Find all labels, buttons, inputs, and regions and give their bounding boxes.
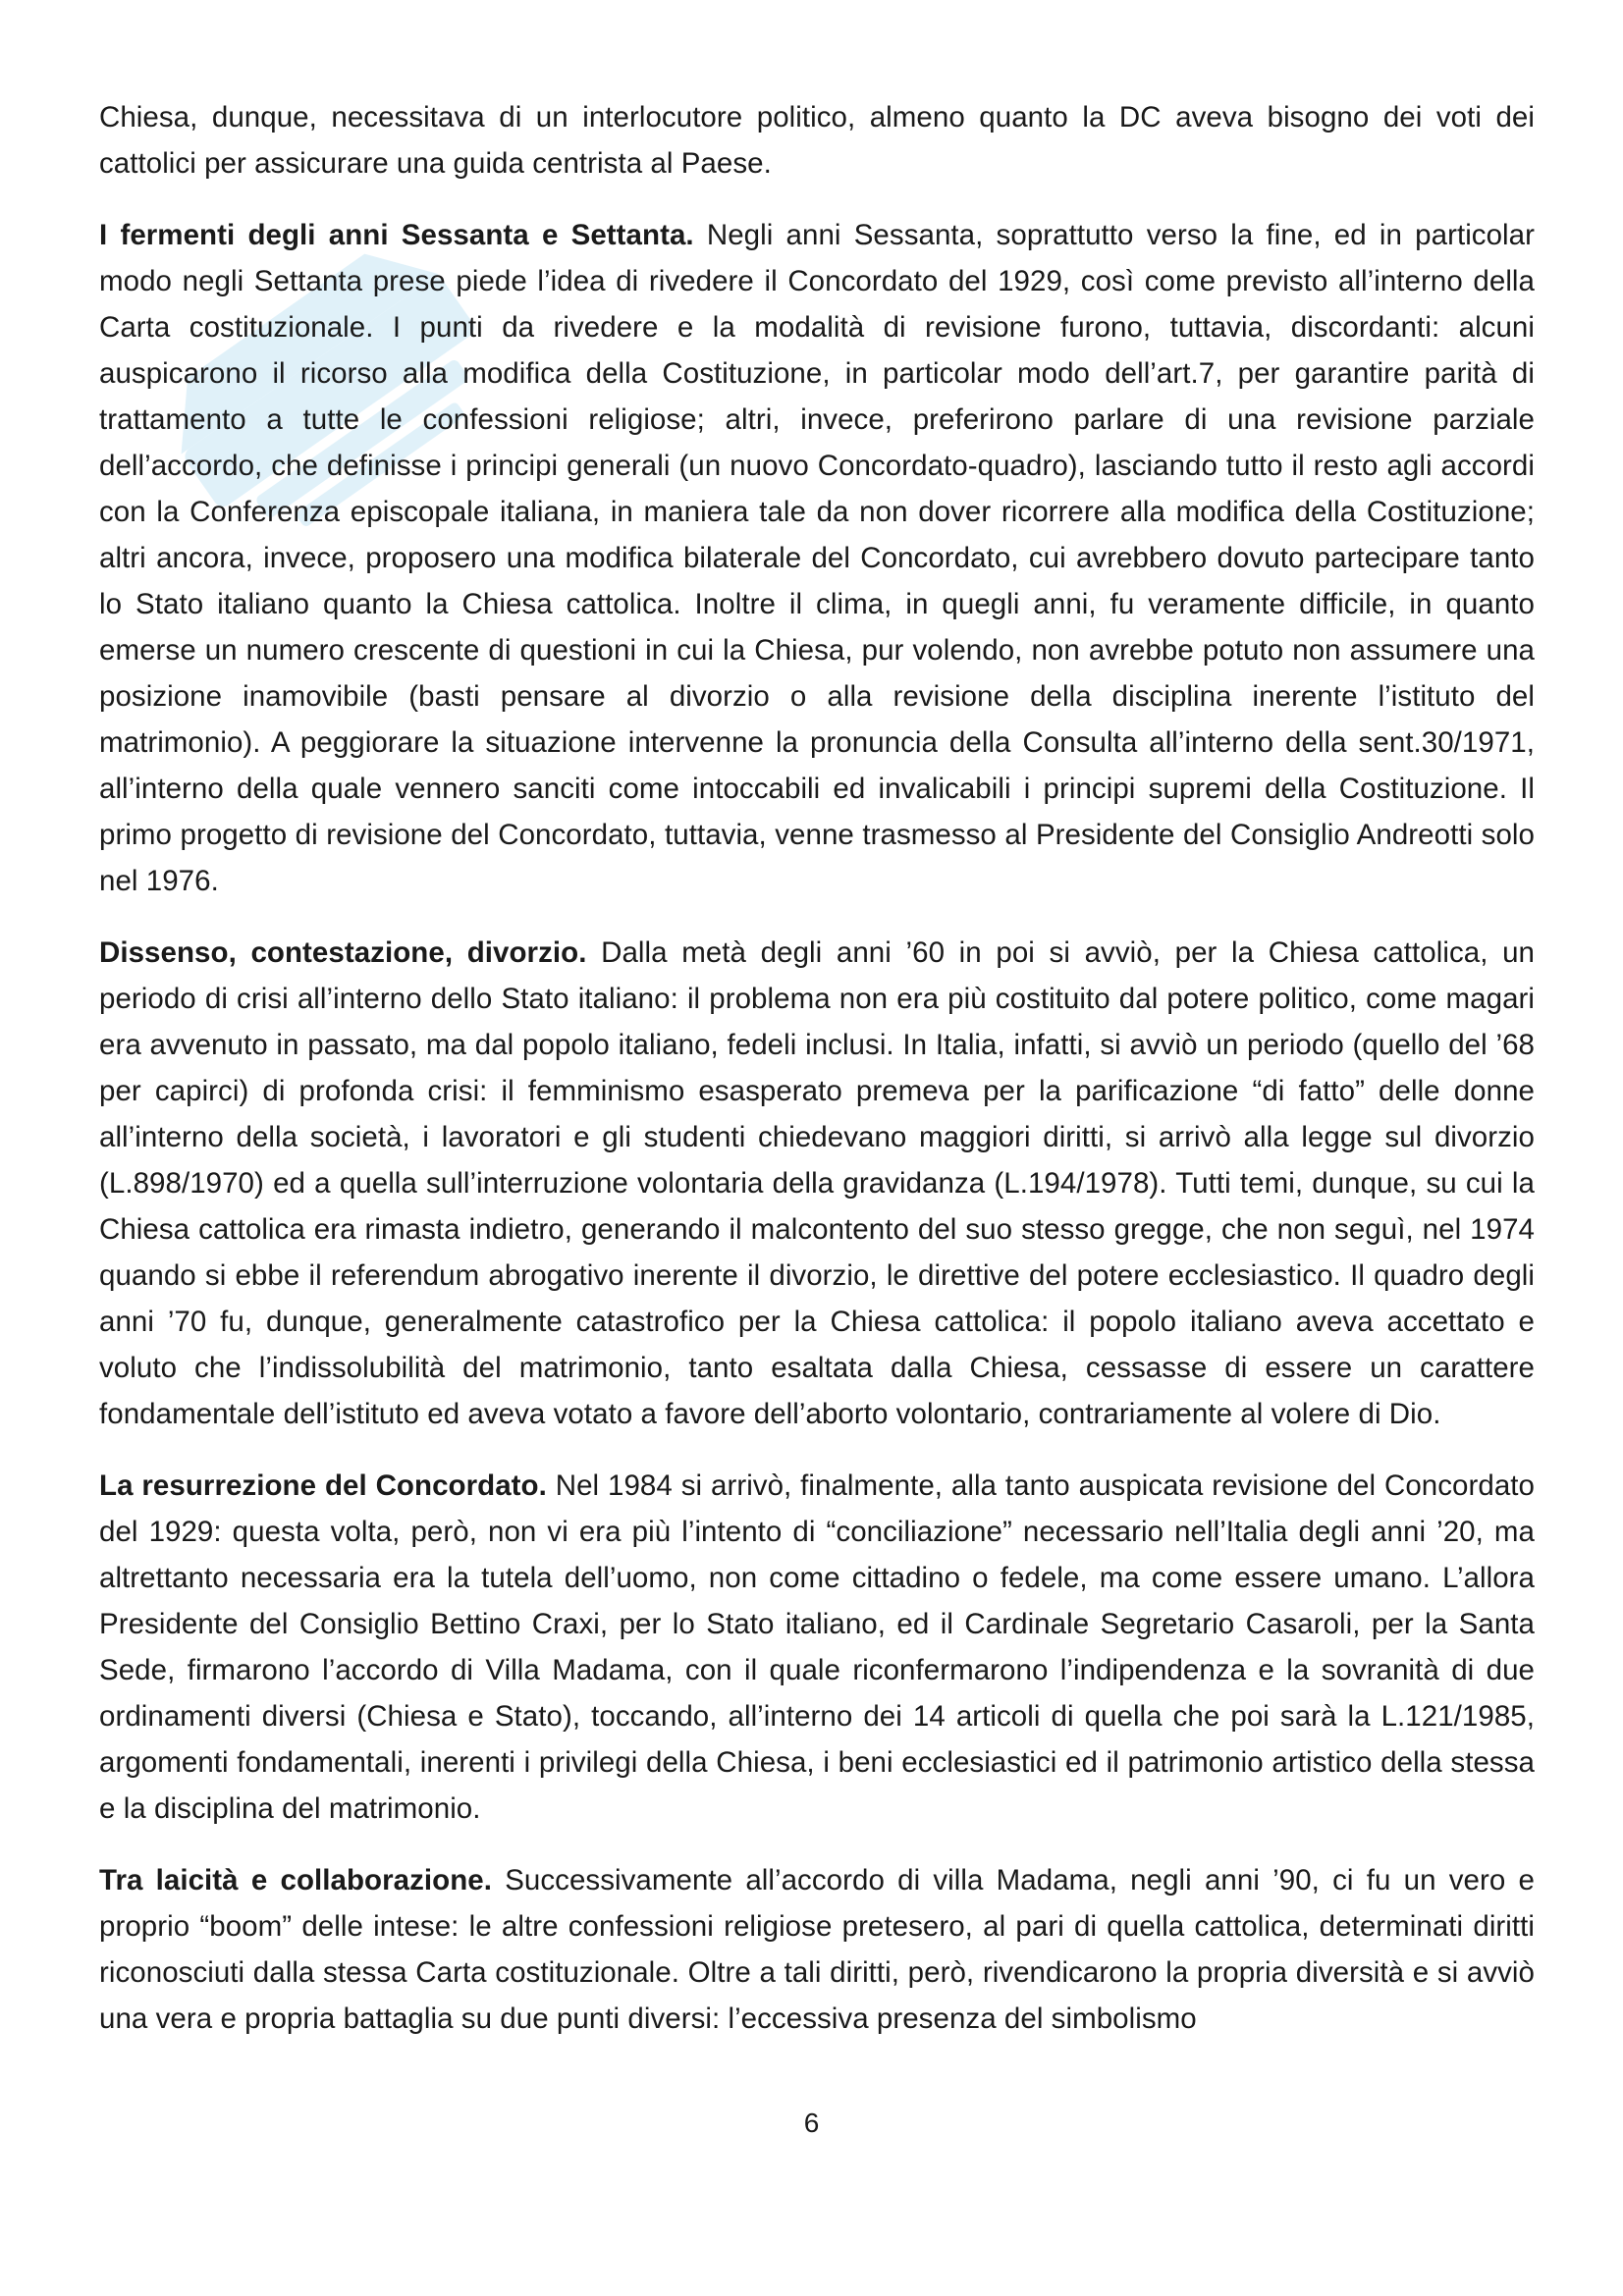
- paragraph-intro: [99, 94, 1535, 187]
- paragraph-body: Dalla metà degli anni ’60 in poi si avviò, per la Chiesa cattolica, un periodo di crisi all’interno dello Stato italiano: il problema non era più costituito dal potere politico, come magari era avvenuto in passato, ma dal popolo italiano, fedeli inclusi. In Italia, infatti, si avviò un periodo (quello del ’68 per capirci) di profonda crisi: il femminismo esasperato premeva per la parificazione “di fatto” delle donne all’interno della società, i lavoratori e gli studenti chiedevano maggiori diritti, si arrivò alla legge sul divorzio (L.898/1970) ed a quella sull’interruzione volontaria della gravidanza (L.194/1978). Tutti temi, dunque, su cui la Chiesa cattolica era rimasta indietro, generando il malcontento del suo stesso gregge, che non seguì, nel 1974 quando si ebbe il referendum abrogativo inerente il divorzio, le direttive del potere ecclesiastico. Il quadro degli anni ’70 fu, dunque, generalmente catastrofico per la Chiesa cattolica: il popolo italiano aveva accettato e voluto che l’indissolubilità del matrimonio, tanto esaltata dalla Chiesa, cessasse di essere un carattere fondamentale dell’istituto ed aveva votato a favore dell’aborto volontario, contrariamente al volere di Dio.: [99, 936, 1536, 1430]
- page-number: 6: [803, 2108, 820, 2138]
- document-page: [99, 94, 1535, 2042]
- paragraph-heading: Dissenso, contestazione, divorzio.: [99, 936, 587, 969]
- paragraph-body: Chiesa, dunque, necessitava di un interlocutore politico, almeno quanto la DC aveva bisogno dei voti dei cattolici per assicurare una guida centrista al Paese.: [99, 101, 1535, 180]
- paragraph-body: Nel 1984 si arrivò, finalmente, alla tanto auspicata revisione del Concordato del 1929: questa volta, però, non vi era più l’intento di “conciliazione” necessario nell’Italia degli anni ’20, ma altrettanto necessaria era la tutela dell’uomo, non come cittadino o fedele, ma come essere umano. L’allora Presidente del Consiglio Bettino Craxi, per lo Stato italiano, ed il Cardinale Segretario Casaroli, per la Santa Sede, firmarono l’accordo di Villa Madama, con il quale riconfermarono l’indipendenza e la sovranità di due ordinamenti diversi (Chiesa e Stato), toccando, all’interno dei 14 articoli di quella che poi sarà la L.121/1985, argomenti fondamentali, inerenti i privilegi della Chiesa, i beni ecclesiastici ed il patrimonio artistico della stessa e la disciplina del matrimonio.: [99, 1469, 1535, 1825]
- paragraph-heading: Tra laicità e collaborazione.: [99, 1864, 492, 1896]
- paragraph-fermenti: [99, 212, 1535, 904]
- paragraph-laicita: [99, 1857, 1535, 2042]
- paragraph-heading: I fermenti degli anni Sessanta e Settanta.: [99, 219, 694, 251]
- paragraph-resurrezione: [99, 1463, 1535, 1832]
- paragraph-dissenso: [99, 930, 1535, 1437]
- paragraph-body: Successivamente all’accordo di villa Madama, negli anni ’90, ci fu un vero e proprio “boom” delle intese: le altre confessioni religiose pretesero, al pari di quella cattolica, determinati diritti riconosciuti dalla stessa Carta costituzionale. Oltre a tali diritti, però, rivendicarono la propria diversità e si avviò una vera e propria battaglia su due punti diversi: l’eccessiva presenza del simbolismo: [99, 1864, 1536, 2035]
- paragraph-heading: La resurrezione del Concordato.: [99, 1469, 547, 1502]
- paragraph-body: Negli anni Sessanta, soprattutto verso la fine, ed in particolar modo negli Settanta prese piede l’idea di rivedere il Concordato del 1929, così come previsto all’interno della Carta costituzionale. I punti da rivedere e la modalità di revisione furono, tuttavia, discordanti: alcuni auspicarono il ricorso alla modifica della Costituzione, in particolar modo dell’art.7, per garantire parità di trattamento a tutte le confessioni religiose; altri, invece, preferirono parlare di una revisione parziale dell’accordo, che definisse i principi generali (un nuovo Concordato-quadro), lasciando tutto il resto agli accordi con la Conferenza episcopale italiana, in maniera tale da non dover ricorrere alla modifica della Costituzione; altri ancora, invece, proposero una modifica bilaterale del Concordato, cui avrebbero dovuto partecipare tanto lo Stato italiano quanto la Chiesa cattolica. Inoltre il clima, in quegli anni, fu veramente difficile, in quanto emerse un numero crescente di questioni in cui la Chiesa, pur volendo, non avrebbe potuto non assumere una posizione inamovibile (basti pensare al divorzio o alla revisione della disciplina inerente l’istituto del matrimonio). A peggiorare la situazione intervenne la pronuncia della Consulta all’interno della sent.30/1971, all’interno della quale vennero sanciti come intoccabili ed invalicabili i principi supremi della Costituzione. Il primo progetto di revisione del Concordato, tuttavia, venne trasmesso al Presidente del Consiglio Andreotti solo nel 1976.: [99, 219, 1535, 897]
